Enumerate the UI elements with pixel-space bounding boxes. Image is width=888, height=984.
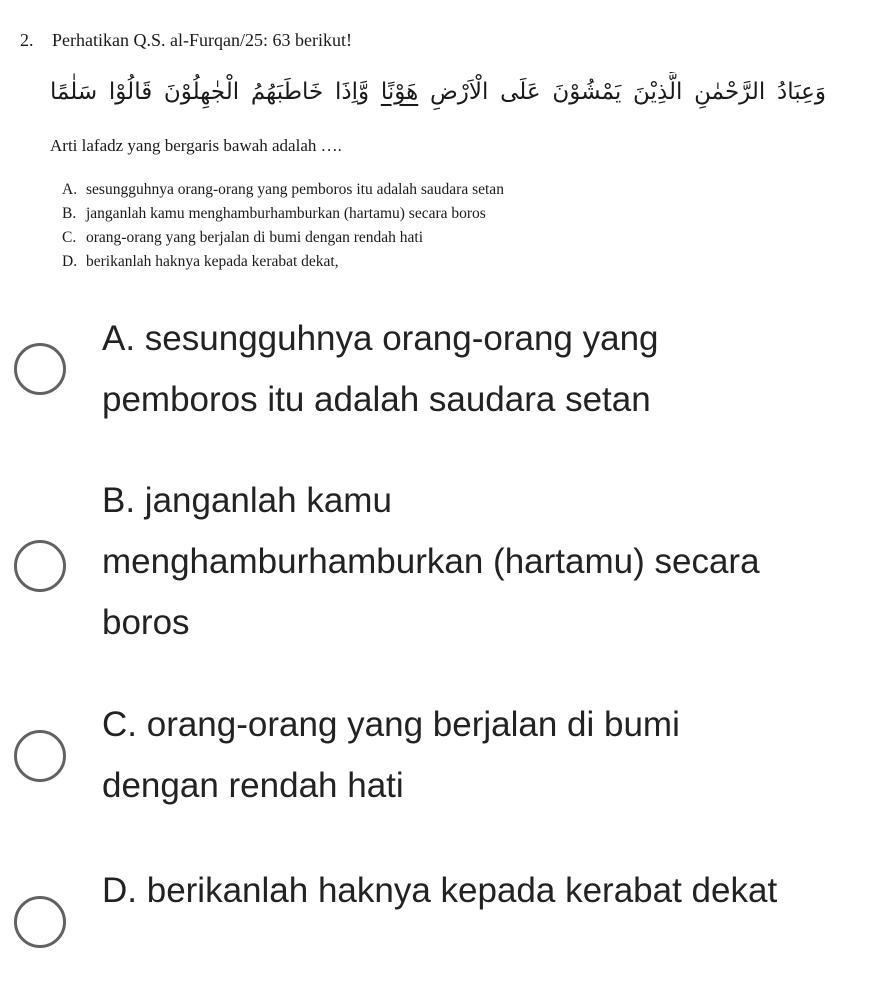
arabic-underlined-word: هَوْنًا	[380, 79, 419, 105]
option-letter: B.	[62, 205, 77, 222]
option-text: berikanlah haknya kepada kerabat dekat,	[86, 253, 339, 270]
answer-choice-c[interactable]	[0, 694, 888, 824]
option-text: sesungguhnya orang-orang yang pemboros itu adalah saudara setan	[86, 181, 504, 198]
arabic-verse-end: وَّاِذَا خَاطَبَهُمُ الْجٰهِلُوْنَ قَالُوْا سَلٰمًا	[50, 79, 381, 105]
radio-button-c[interactable]	[14, 730, 66, 782]
option-text: janganlah kamu menghamburhamburkan (hartamu) secara boros	[86, 205, 486, 222]
option-letter: A.	[62, 181, 78, 198]
option-text: orang-orang yang berjalan di bumi dengan rendah hati	[86, 229, 424, 246]
answer-choice-c-label[interactable]: C. orang-orang yang berjalan di bumi dengan rendah hati	[102, 705, 680, 805]
answer-choice-b-label[interactable]: B. janganlah kamu menghamburhamburkan (hartamu) secara boros	[102, 481, 760, 642]
answer-choice-d-label[interactable]: D. berikanlah haknya kepada kerabat dekat	[102, 871, 778, 910]
question-title: Perhatikan Q.S. al-Furqan/25: 63 berikut!	[52, 30, 352, 50]
answer-choice-d[interactable]	[0, 860, 888, 984]
answer-choice-a[interactable]	[0, 308, 888, 438]
radio-button-d[interactable]	[14, 896, 66, 948]
answer-choice-b[interactable]	[0, 470, 888, 660]
option-letter: D.	[62, 253, 78, 270]
option-letter: C.	[62, 229, 77, 246]
arabic-verse-start: وَعِبَادُ الرَّحْمٰنِ الَّذِيْنَ يَمْشُوْنَ عَلَى الْاَرْضِ	[418, 79, 826, 105]
question-number: 2.	[20, 30, 34, 50]
radio-button-b[interactable]	[14, 540, 66, 592]
question-prompt: Arti lafadz yang bergaris bawah adalah ….	[50, 136, 342, 155]
answer-choice-a-label[interactable]: A. sesungguhnya orang-orang yang pemboros itu adalah saudara setan	[102, 319, 659, 419]
radio-button-a[interactable]	[14, 343, 66, 395]
